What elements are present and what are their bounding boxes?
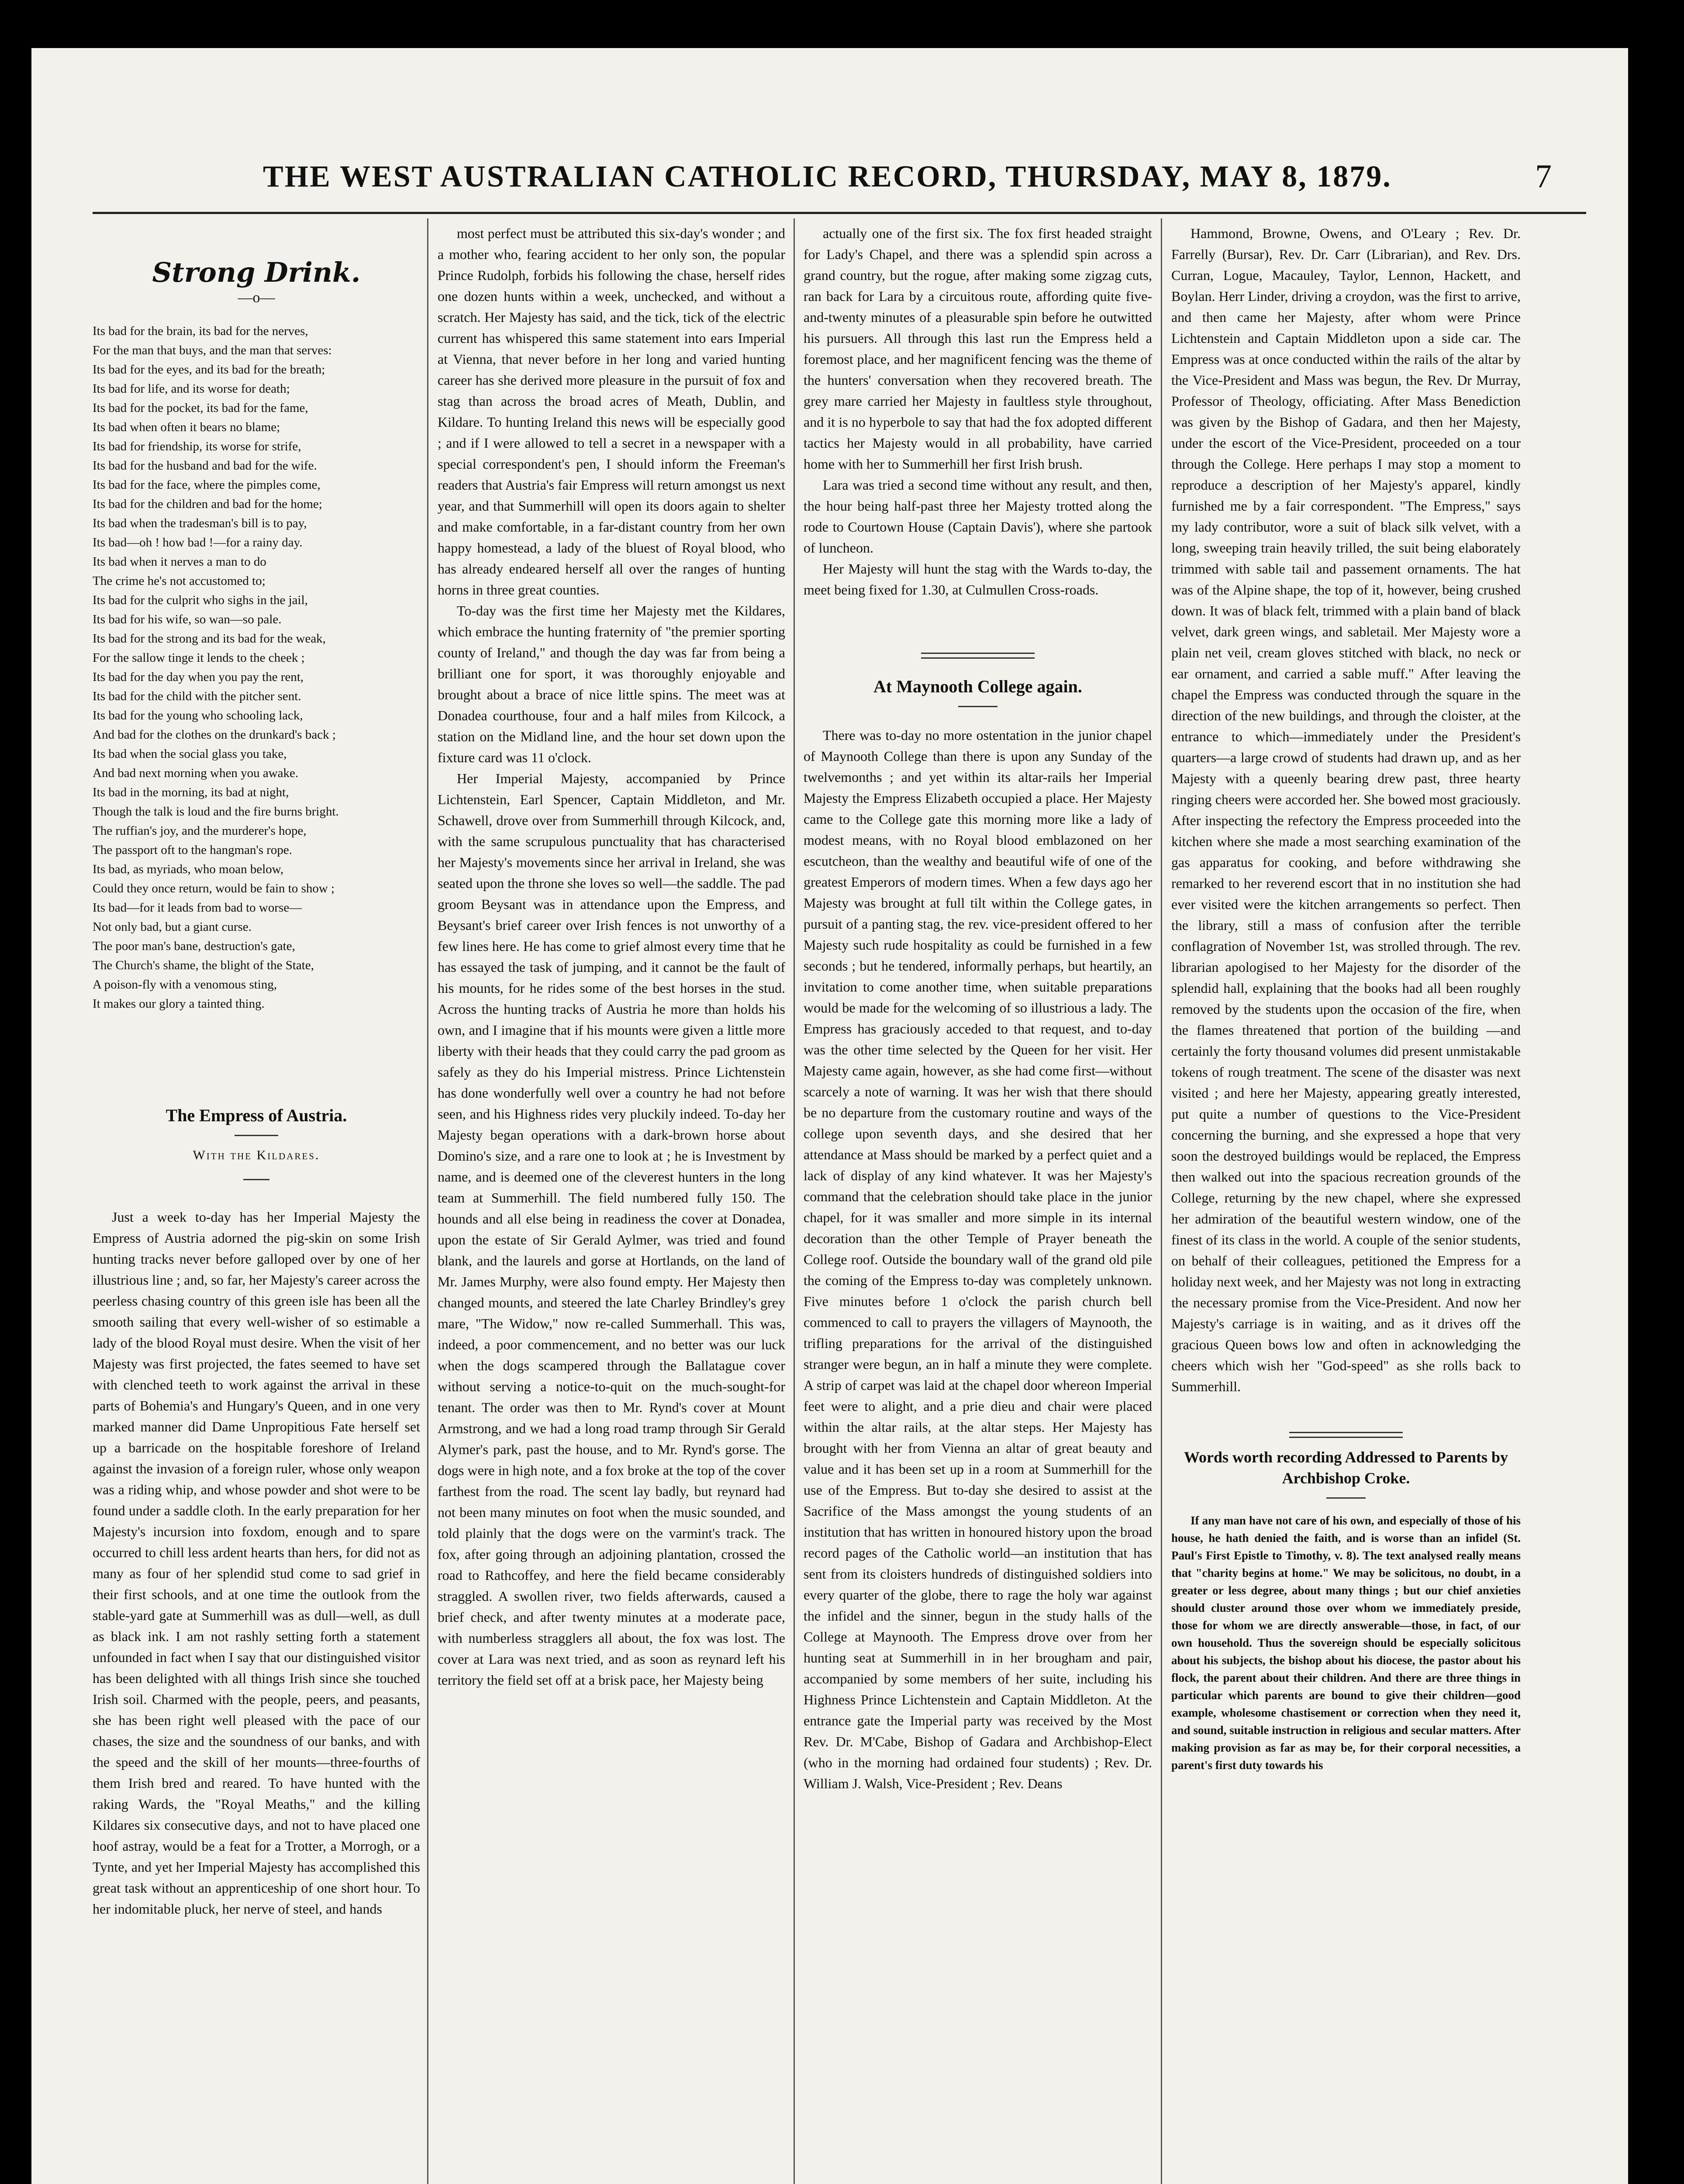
poem-line: Its bad—oh ! how bad !—for a rainy day. (93, 536, 303, 549)
croke-rule (1326, 1497, 1366, 1499)
newspaper-page (31, 48, 1628, 2184)
article-paragraph: actually one of the first six. The fox first headed straight for Lady's Chapel, and there was a splendid spin across a grand country, but the rogue, after making some zigzag cuts, ran back for Lara by a circuitous route, affording quite five-and-twenty minutes of a pleasurable spin before he outwitted his pursuers. All through this last run the Empress held a foremost place, and her magnificent fencing was the theme of the hunters' conversation when they recovered breath. The grey mare carried her Majesty in faultless style throughout, and it is no hyperbole to say that had the fox adopted different tactics her Majesty would in all probability, have carried home with her to Summerhill her first Irish brush. (804, 225, 1152, 472)
poem-line: Though the talk is loud and the fire burns bright. (93, 805, 339, 819)
article-paragraph: Lara was tried a second time without any result, and then, the hour being half-past three her Majesty trotted along the rode to Courtown House (Captain Davis'), where she partook of luncheon. (804, 477, 1152, 556)
poem-line: The poor man's bane, destruction's gate, (93, 939, 295, 953)
poem-line: For the man that buys, and the man that serves: (93, 343, 332, 357)
poem-line: And bad next morning when you awake. (93, 766, 299, 780)
croke-title: Words worth recording Addressed to Parents by Archbishop Croke. (1184, 1448, 1508, 1487)
empress-title: The Empress of Austria. (166, 1106, 347, 1125)
article-paragraph: There was to-day no more ostentation in the junior chapel of Maynooth College than there is upon any Sunday of the twelvemonths ; and yet within its altar-rails her Imperial Majesty the Empress Elizabeth occupied a place. Her Majesty came to the College gate this morning more like a lady of modest means, with no Royal blood emblazoned on her escutcheon, than the wealthy and beautiful wife of one of the greatest Emperors of modern times. When a few days ago her Majesty was brought at full tilt within the College gates, in pursuit of a panting stag, the rev. vice-president offered to her Majesty such rude hospitality as could be furnished in a few seconds ; but he tendered, informally perhaps, but heartily, an invitation to come another time, when suitable preparations would be made for the welcoming of so illustrious a lady. The Empress has graciously acceded to that request, and to-day was the other time selected by the Queen for her visit. Her Majesty came again, however, as she had come first—without scarcely a note of warning. It was her wish that there should be no departure from the customary routine and ways of the college upon seventh days, and she desired that her attendance at Mass should be marked by a perfect quiet and a lack of display of any kind whatever. It was her Majesty's command that the celebration should take place in the junior chapel, for it was smaller and more simple in its internal decoration than the other Temple of Prayer beneath the College roof. Outside the boundary wall of the grand old pile the coming of the Empress to-day was completely unknown. Five minutes before 1 o'clock the parish church bell commenced to call to prayers the villagers of Maynooth, the trifling preparations for the arrival of the distinguished stranger were begun, an in half a minute they were complete. A strip of carpet was laid at the chapel door whereon Imperial feet were to alight, and a prie dieu and chair were placed within the altar rails, at the altar steps. Her Majesty has brought with her from Vienna an altar of great beauty and value and it has been set up in a room at Summerhill for the use of the Empress. But to-day she desired to assist at the Sacrifice of the Mass amongst the young students of an institution that has written in honoured history upon the broad record pages of the Catholic world—an institution that has sent from its cloisters hundreds of distinguished soldiers into every quarter of the globe, there to rage the holy war against the infidel and the sinner, begun in the study halls of the College at Maynooth. The Empress drove over from her hunting seat at Summerhill in in her brougham and pair, accompanied by some members of her suite, including his Highness Prince Lichtenstein and Captain Middleton. At the entrance gate the Imperial party was received by the Most Rev. Dr. M'Cabe, Bishop of Gadara and Archbishop-Elect (who in the morning had ordained four students) ; Rev. Dr. William J. Walsh, Vice-President ; Rev. Deans (804, 727, 1152, 1791)
column-rule-2 (794, 218, 795, 2184)
poem-line: Its bad for friendship, its worse for strife, (93, 439, 301, 453)
poem-line: Could they once return, would be fain to show ; (93, 881, 335, 895)
article-paragraph: If any man have not care of his own, and especially of those of his house, he hath denied the faith, and is worse than an infidel (St. Paul's First Epistle to Timothy, v. 8). The text analysed really means that "charity begins at home." We may be solicitous, no doubt, in a greater or less degree, about many things ; but our chief anxieties should cluster around those over whom we immediately preside, those for whom we are directly answerable—those, in fact, of our own household. Thus the sovereign should be especially solicitous about his subjects, the bishop about his diocese, the pastor about his flock, the parent about their children. And there are three things in particular which parents are bound to give their children—good example, wholesome chastisement or correction when they need it, and sound, suitable instruction in religious and secular matters. After making provision as far as may be, for their corporal necessities, a parent's first duty towards his (1171, 1514, 1521, 1772)
empress-rule-2 (243, 1179, 269, 1180)
article-paragraph: Her Majesty will hunt the stag with the Wards to-day, the meet being fixed for 1.30, at Culmullen Cross-roads. (804, 561, 1152, 598)
column-3 (804, 223, 1152, 2184)
poem-line: Its bad for the brain, its bad for the nerves, (93, 324, 308, 338)
croke-double-rule (1289, 1432, 1403, 1438)
croke-body (1171, 1512, 1521, 1774)
poem-line: Its bad for his wife, so wan—so pale. (93, 612, 282, 626)
poem-line: Its bad for the pocket, its bad for the fame, (93, 401, 308, 415)
poem-line: Its bad when it nerves a man to do (93, 555, 266, 569)
column-2 (438, 223, 785, 2184)
maynooth-col3-body (804, 725, 1152, 1794)
column-1 (93, 236, 420, 2184)
empress-col2-body (438, 223, 785, 1690)
article-paragraph: Hammond, Browne, Owens, and O'Leary ; Rev. Dr. Farrelly (Bursar), Rev. Dr. Carr (Librarian), and Rev. Drs. Curran, Logue, Macauley, Taylor, Lennon, Hackett, and Boylan. Herr Linder, driving a croydon, was the first to arrive, and then came her Majesty, after whom were Prince Lichtenstein and Captain Middleton upon a side car. The Empress was at once conducted within the rails of the altar by the Vice-President and Mass was begun, the Rev. Dr Murray, Professor of Theology, officiating. After Mass Benediction was given by the Bishop of Gadara, and then her Majesty, under the escort of the Vice-President, proceeded on a tour through the College. Here perhaps I may stop a moment to reproduce a description of her Majesty's apparel, kindly furnished me by a fair correspondent. "The Empress," says my lady contributor, wore a suit of black silk velvet, with a long, sweeping train heavily trilled, the suit being elaborately trimmed with sable tail and passement ornaments. The hat was of the Alpine shape, the top of it, however, being crushed down. It was of black felt, trimmed with a plain band of black velvet, dark green wings, and sabletail. Mer Majesty wore a plain net veil, cream gloves stitched with black, no neck or ear ornament, and carried a sable muff." After leaving the chapel the Empress was conducted through the square in the direction of the new buildings, and through the cloister, at the entrance to which—immediately under the President's quarters—a large crowd of students had drawn up, and as her Majesty with a queenly bearing drew past, three hearty ringing cheers were accorded her. She bowed most graciously. After inspecting the refectory the Empress proceeded into the kitchen where she made a most searching examination of the gas apparatus for cooking, and before withdrawing she remarked to her reverend escort that in no institution she had ever visited were the kitchen arrangements so perfect. Then the library, still a mass of confusion after the terrible conflagration of November 1st, was strolled through. The rev. librarian apologised to her Majesty for the disorder of the splendid hall, explaining that the books had all been roughly removed by the students upon the occasion of the fire, when the flames threatened that portion of the building —and certainly the forty thousand volumes did present unmistakable tokens of rough treatment. The scene of the disaster was next visited ; and here her Majesty, appearing greatly interested, put quite a number of questions to the Vice-President concerning the burning, and she expressed a hope that very soon the destroyed buildings would be replaced, the Empress then walked out into the spacious recreation grounds of the College, returning by the new chapel, where she expressed her admiration of the beautiful western window, one of the finest of its class in the world. A couple of the senior students, on behalf of their colleagues, petitioned the Empress for a holiday next week, and her Majesty was not long in extracting the necessary promise from the Vice-President. And now her Majesty's carriage is in waiting, and as it drives off the gracious Queen bows low and often in acknowledging the cheers which wish her "God-speed" as she rolls back to Summerhill. (1171, 225, 1521, 1394)
poem-line: And bad for the clothes on the drunkard's back ; (93, 728, 336, 742)
article-paragraph: Her Imperial Majesty, accompanied by Prince Lichtenstein, Earl Spencer, Captain Middleton, and Mr. Schawell, drove over from Summerhill through Kilcock, and, with the same scrupulous punctuality that has characterised her Majesty's movements since her arrival in Ireland, she was seated upon the throne she loves so well—the saddle. The pad groom Beysant was in attendance upon the Empress, and Beysant's brief career over Irish fences is not unworthy of a few lines here. He has come to grief almost every time that he has essayed the task of jumping, and it cannot be the fault of his mounts, for he rides some of the best horses in the stud. Across the hunting tracks of Austria he more than holds his own, and I imagine that if his mounts were given a little more liberty with their heads that they could carry the pad groom as safely as they do his Imperial mistress. Prince Lichtenstein has done wonderfully well over a country he had not before seen, and his Highness rides very pluckily indeed. To-day her Majesty began operations with a dark-brown horse about Domino's size, and a rare one to look at ; he is Investment by name, and is deemed one of the cleverest hunters in the long team at Summerhill. The field numbered fully 150. The hounds and all else being in readiness the cover at Donadea, upon the estate of Sir Gerald Aylmer, was tried and found blank, and the laurels and gorse at Hortlands, on the land of Mr. James Murphy, were also found empty. Her Majesty then changed mounts, and steered the late Charley Brindley's grey mare, "The Widow," now re-called Summerhall. This was, indeed, a poor commencement, and no better was our luck when the dogs scampered through the Ballatague cover without serving a notice-to-quit on the much-sought-for tenant. The order was then to Mr. Rynd's cover at Mount Armstrong, and we had a long road tramp through Sir Gerald Alymer's park, past the house, and to Mr. Rynd's gorse. The dogs were in high note, and a fox broke at the top of the cover farthest from the road. The scent lay badly, but reynard had not been many minutes on foot when the music sounded, and told plainly that the dogs were on the varmint's track. The fox, after going through an adjoining plantation, crossed the road to Rathcoffey, and here the field became considerably straggled. A swollen river, two fields afterwards, caused a brief check, and after twenty minutes at a moderate pace, with numberless stragglers all about, the fox was lost. The cover at Lara was next tried, and as soon as reynard left his territory the field set off at a brisk pace, her Majesty being (438, 771, 785, 1688)
empress-col1-body (93, 1206, 420, 1919)
poem-line: Its bad for the strong and its bad for the weak, (93, 632, 326, 646)
column-rule-1 (427, 218, 428, 2184)
masthead-rule (93, 212, 1586, 214)
poem-line: Its bad for the young who schooling lack, (93, 708, 303, 722)
poem-line: Its bad for the day when you pay the rent, (93, 670, 304, 684)
poem-title: Strong Drink. (152, 256, 361, 288)
poem-line: The crime he's not accustomed to; (93, 574, 266, 588)
poem-line: Its bad when often it bears no blame; (93, 420, 280, 434)
maynooth-col4-body (1171, 223, 1521, 1397)
article-paragraph: To-day was the first time her Majesty met the Kildares, which embrace the hunting fraternity of "the premier sporting county of Ireland," and though the day was far from being a brilliant one for sport, it was thoroughly enjoyable and brought about a brace of nice little spins. The meet was at Donadea courthouse, four and a half miles from Kilcock, a station on the Midland line, and the hour set down upon the fixture card was 11 o'clock. (438, 603, 785, 765)
page-number: 7 (1535, 158, 1552, 195)
column-4 (1171, 223, 1521, 2184)
section-double-rule (921, 653, 1035, 659)
article-paragraph: most perfect must be attributed this six-day's wonder ; and a mother who, fearing accident to her only son, the popular Prince Rudolph, forbids his following the chase, herself rides one dozen hunts within a week, unchecked, and without a scratch. Her Majesty has said, and the tick, tick of the electric current has whispered this same statement into ears Imperial at Vienna, that never before in her long and varied hunting career has she derived more pleasure in the pursuit of fox and stag than across the broad acres of Meath, Dublin, and Kildare. To hunting Ireland this news will be especially good ; and if I were allowed to tell a secret in a newspaper with a special correspondent's pen, I should inform the Freeman's readers that Austria's fair Empress will return amongst us next year, and that Summerhill will open its doors again to shelter and make comfortable, in a far-distant country from her own happy homestead, a lady of the bluest of Royal blood, who has already endeared herself all over the ranges of hunting horns in three great counties. (438, 225, 785, 598)
masthead (31, 142, 1628, 207)
poem-ornament: —o— (238, 290, 275, 306)
article-paragraph: Just a week to-day has her Imperial Majesty the Empress of Austria adorned the pig-skin on some Irish hunting tracks never before galloped over by one of her illustrious line ; and, so far, her Majesty's career across the peerless chasing country of this green isle has been all the smooth sailing that every well-wisher of so estimable a lady of the blood Royal must desire. When the visit of her Majesty was first projected, the fates seemed to have set with clenched teeth to work against the arrival in these parts of Bohemia's and Hungary's Queen, and in one very marked manner did Dame Unpropitious Fate herself set up a barricade on the hospitable foreshore of Ireland against the invasion of a foreign ruler, whose only weapon was a riding whip, and whose powder and shot were to be found under a saddle cloth. In the early preparation for her Majesty's incursion into foxdom, enough and to spare occurred to chill less ardent hearts than hers, for did not as many as four of her splendid stud come to sad grief in their first schools, and at one time the outlook from the stable-yard gate at Summerhill was as dull—well, as dull as black ink. I am not rashly setting forth a statement unfounded in fact when I say that our distinguished visitor has been delighted with all things Irish since she touched Irish soil. Charmed with the people, peers, and peasants, she has been right well pleased with the pace of our chases, the size and the soundness of our banks, and with the speed and the skill of her mounts—three-fourths of them Irish bred and reared. To have hunted with the raking Wards, the "Royal Meaths," and the killing Kildares six consecutive days, and not to have placed one hoof astray, would be a feat for a Trotter, a Morrogh, or a Tynte, and yet her Imperial Majesty has accomplished this great task without an apprenticeship of one short hour. To her indomitable pluck, her nerve of steel, and hands (93, 1209, 420, 1917)
poem-line: It makes our glory a tainted thing. (93, 997, 265, 1011)
poem-line: Its bad when the social glass you take, (93, 747, 287, 761)
poem-line: Its bad for the children and bad for the home; (93, 497, 322, 511)
poem-line: The ruffian's joy, and the murderer's hope, (93, 824, 307, 838)
maynooth-rule (958, 706, 997, 707)
masthead-title: THE WEST AUSTRALIAN CATHOLIC RECORD, THURSDAY, MAY 8, 1879. (263, 160, 1392, 194)
maynooth-title: At Maynooth College again. (873, 677, 1082, 696)
empress-rule (235, 1135, 278, 1136)
poem-line: Its bad when the tradesman's bill is to pay, (93, 516, 307, 530)
poem-line: A poison-fly with a venomous sting, (93, 978, 277, 992)
empress-col3-body (804, 223, 1152, 600)
poem-body (93, 321, 420, 1013)
poem-line: Its bad for the culprit who sighs in the jail, (93, 593, 308, 607)
poem-line: The Church's shame, the blight of the State, (93, 958, 314, 972)
poem-line: Its bad for the eyes, and its bad for the breath; (93, 363, 325, 377)
column-rule-3 (1161, 218, 1162, 2184)
poem-line: Its bad, as myriads, who moan below, (93, 862, 284, 876)
poem-line: Its bad for the child with the pitcher sent. (93, 689, 301, 703)
poem-line: The passport oft to the hangman's rope. (93, 843, 293, 857)
poem-line: Its bad for life, and its worse for death; (93, 382, 290, 396)
poem-line: Its bad in the morning, its bad at night, (93, 785, 289, 799)
poem-line: Not only bad, but a giant curse. (93, 920, 252, 934)
poem-line: Its bad—for it leads from bad to worse— (93, 901, 302, 915)
poem-line: Its bad for the husband and bad for the wife. (93, 459, 317, 473)
poem-line: Its bad for the face, where the pimples come, (93, 478, 321, 492)
poem-line: For the sallow tinge it lends to the cheek ; (93, 651, 305, 665)
empress-subtitle: With the Kildares. (193, 1148, 320, 1162)
